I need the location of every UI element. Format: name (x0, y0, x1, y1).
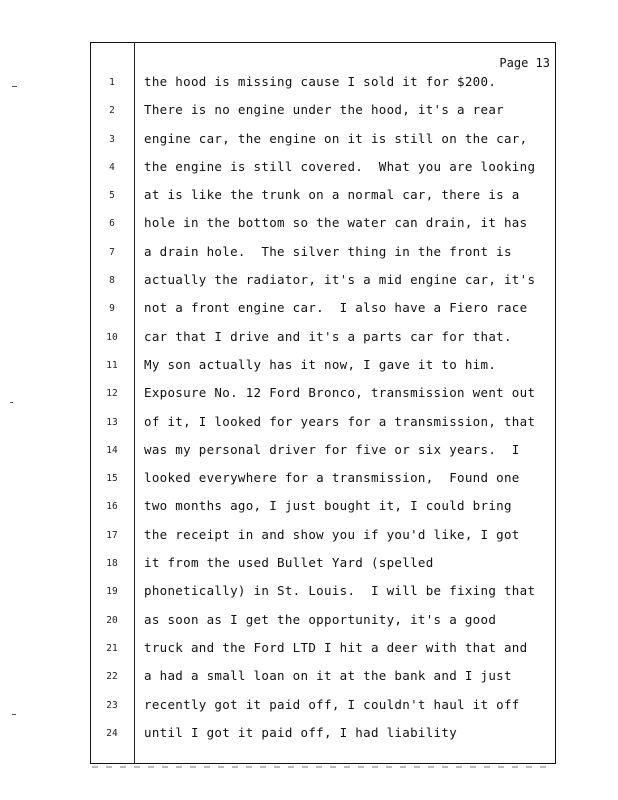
line-text: the engine is still covered. What you are looking (144, 158, 536, 174)
transcript-line (90, 440, 556, 468)
line-text: not a front engine car. I also have a Fiero race (144, 300, 528, 316)
line-number: 7 (109, 246, 115, 258)
line-text: a drain hole. The silver thing in the front is (144, 243, 512, 259)
line-text: phonetically) in St. Louis. I will be fixing that (144, 583, 536, 599)
transcript-line (90, 185, 556, 213)
line-text: it from the used Bullet Yard (spelled (144, 555, 434, 571)
line-number: 4 (109, 161, 115, 173)
line-text: a had a small loan on it at the bank and I just (144, 668, 512, 684)
scan-speck (10, 402, 13, 403)
scan-artifact (92, 766, 554, 768)
line-number: 10 (106, 331, 118, 343)
line-number: 12 (106, 388, 118, 400)
transcript-line (90, 327, 556, 355)
line-number: 3 (109, 133, 115, 145)
transcript-line (90, 100, 556, 128)
line-number: 15 (106, 473, 118, 485)
line-number: 1 (109, 77, 115, 88)
line-number: 2 (109, 105, 115, 117)
line-text: My son actually has it now, I gave it to him. (144, 356, 497, 372)
line-text: recently got it paid off, I couldn't haul it off (144, 696, 520, 712)
transcript-line (90, 157, 556, 185)
transcript-line (90, 525, 556, 553)
line-number: 6 (109, 218, 115, 230)
line-text: car that I drive and it's a parts car for that. (144, 328, 512, 344)
scan-speck (12, 714, 16, 715)
line-text: There is no engine under the hood, it's a rear (144, 102, 504, 118)
line-text: the hood is missing cause I sold it for $200. (144, 74, 497, 89)
transcript-body (90, 72, 556, 751)
line-text: the receipt in and show you if you'd like, I got (144, 526, 520, 542)
line-number: 5 (109, 190, 115, 202)
line-text: of it, I looked for years for a transmission, that (144, 413, 536, 429)
transcript-line (90, 72, 556, 100)
line-number: 24 (106, 727, 118, 739)
line-number: 8 (109, 275, 115, 287)
line-number: 16 (106, 501, 118, 513)
line-text: looked everywhere for a transmission, Found one (144, 470, 520, 486)
line-number: 18 (106, 558, 118, 570)
transcript-line (90, 213, 556, 241)
line-number: 14 (106, 444, 118, 456)
transcript-line (90, 355, 556, 383)
transcript-line (90, 298, 556, 326)
transcript-line (90, 129, 556, 157)
line-number: 21 (106, 642, 118, 654)
line-text: truck and the Ford LTD I hit a deer with that and (144, 639, 528, 655)
transcript-line (90, 610, 556, 638)
transcript-line (90, 383, 556, 411)
transcript-line (90, 496, 556, 524)
line-number: 9 (109, 303, 115, 315)
transcript-line (90, 468, 556, 496)
line-text: at is like the trunk on a normal car, there is a (144, 187, 520, 203)
line-text: until I got it paid off, I had liability (144, 724, 458, 740)
page-number: Page 13 (499, 56, 550, 70)
line-number: 17 (106, 529, 118, 541)
transcript-line (90, 695, 556, 723)
transcript-line (90, 638, 556, 666)
line-text: engine car, the engine on it is still on the car, (144, 130, 528, 146)
transcript-line (90, 581, 556, 609)
line-number: 22 (106, 671, 118, 683)
line-text: actually the radiator, it's a mid engine car, it's (144, 272, 536, 288)
line-text: as soon as I get the opportunity, it's a good (144, 611, 497, 627)
transcript-line (90, 242, 556, 270)
scan-speck (12, 86, 17, 87)
line-number: 11 (106, 359, 118, 371)
line-number: 20 (106, 614, 118, 626)
line-text: Exposure No. 12 Ford Bronco, transmission went out (144, 385, 536, 401)
transcript-line (90, 666, 556, 694)
line-number: 23 (106, 699, 118, 711)
line-text: was my personal driver for five or six years. I (144, 441, 520, 457)
line-number: 13 (106, 416, 118, 428)
transcript-line (90, 723, 556, 751)
transcript-line (90, 270, 556, 298)
line-number: 19 (106, 586, 118, 598)
line-text: two months ago, I just bought it, I could bring (144, 498, 512, 514)
transcript-line (90, 553, 556, 581)
transcript-line (90, 412, 556, 440)
line-text: hole in the bottom so the water can drain, it has (144, 215, 528, 231)
